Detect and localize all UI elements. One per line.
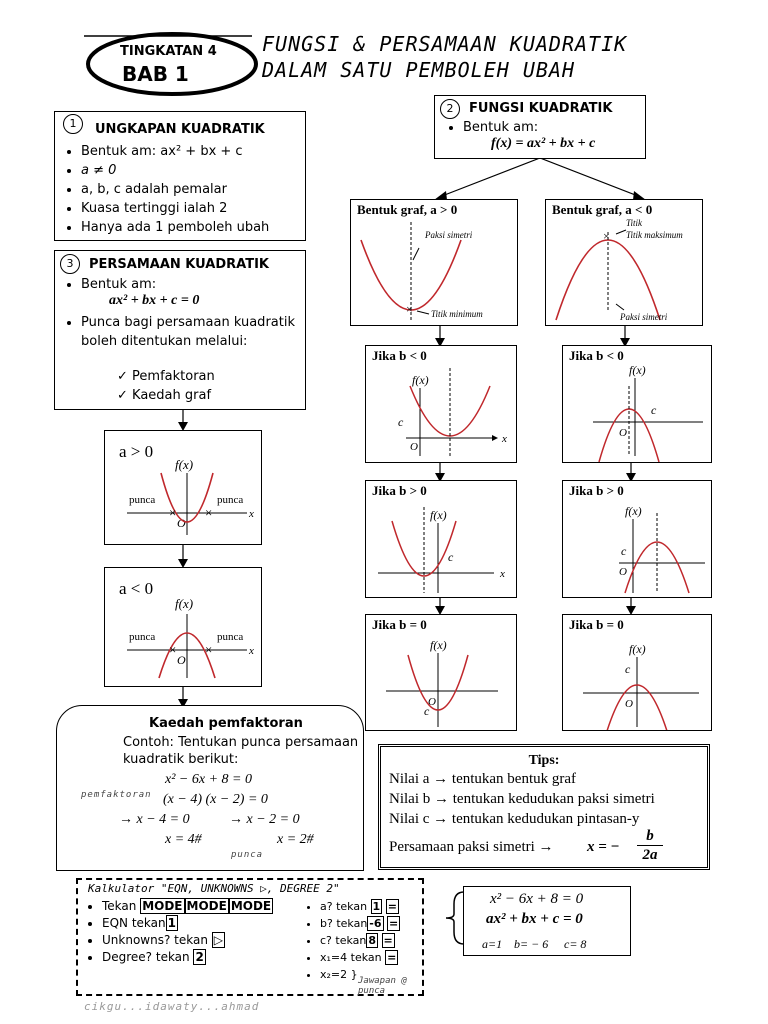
fraction-denominator: 2a	[637, 845, 663, 864]
graph-title: Jika b > 0	[372, 483, 427, 498]
graph-label: a > 0	[119, 442, 154, 461]
axis-label-fx: f(x)	[175, 457, 194, 472]
fraction-numerator: b	[646, 828, 654, 844]
calc-step: • EQN tekan 1	[102, 915, 322, 932]
section-title: FUNGSI KUADRATIK	[469, 101, 613, 116]
graph-title: Jika b < 0	[372, 348, 427, 363]
axis-label-fx: f(x)	[430, 508, 447, 522]
graph-b-negative-a-negative	[562, 345, 712, 463]
axis-label-x: x	[249, 645, 254, 657]
list-item: • Bentuk am: ax² + bx + c	[81, 142, 269, 161]
origin-label: O	[619, 427, 627, 439]
factoring-example: Contoh: Tentukan punca persamaan kuadratik berikut:	[123, 735, 359, 767]
section-title: PERSAMAAN KUADRATIK	[89, 257, 270, 272]
note-root: punca	[231, 850, 264, 860]
graph-label: a < 0	[119, 579, 154, 598]
calc-step: • Tekan MODE MODE MODE	[102, 898, 322, 915]
section-quadratic-expression	[54, 111, 306, 241]
graph-title: Bentuk graf, a > 0	[357, 202, 458, 217]
tips-line: Nilai a → tentukan bentuk graf	[389, 771, 577, 787]
tips-line: Persamaan paksi simetri →	[389, 839, 554, 855]
root-label: punca	[217, 631, 244, 643]
root-label: punca	[217, 494, 244, 506]
list-item: • Punca bagi persamaan kuadratik boleh ditentukan melalui:	[81, 313, 311, 351]
intercept-label: c	[398, 415, 404, 429]
method-factoring: ✓ Pemfaktoran	[117, 369, 215, 384]
axis-sym-label: Paksi simetri	[425, 230, 473, 240]
coefficient-a: a=1	[482, 937, 503, 951]
origin-label: O	[625, 698, 633, 710]
tips-box	[378, 744, 710, 870]
list-item: • Hanya ada 1 pemboleh ubah	[81, 218, 269, 237]
axis-label-fx: f(x)	[412, 373, 429, 387]
calculator-title: Kalkulator "EQN, UNKNOWNS ▷, DEGREE 2"	[88, 882, 340, 895]
list-item: • Bentuk am:	[81, 275, 311, 294]
list-item: • Kuasa tertinggi ialah 2	[81, 199, 269, 218]
max-point-label-1: Titik	[626, 218, 643, 228]
note-factoring: pemfaktoran	[81, 790, 152, 800]
axis-label-x: x	[502, 433, 507, 445]
signature: cikgu...idawaty...ahmad	[84, 1000, 260, 1013]
factoring-eq1: x² − 6x + 8 = 0	[165, 772, 252, 787]
min-point-mark: ×	[406, 302, 413, 316]
origin-label: O	[177, 653, 186, 667]
calc-step: • a? tekan 1 =	[320, 898, 446, 915]
list-item: • a, b, c adalah pemalar	[81, 180, 269, 199]
axis-label-fx: f(x)	[175, 596, 194, 611]
graph-b-positive-a-positive	[365, 480, 517, 598]
calc-step: • b? tekan -6 =	[320, 915, 446, 932]
intercept-label: c	[621, 544, 627, 558]
section-quadratic-equation	[54, 250, 306, 410]
factoring-eq3a: → x − 4 = 0	[119, 812, 190, 827]
factoring-eq2: (x − 4) (x − 2) = 0	[163, 792, 268, 807]
root-mark: ×	[169, 505, 177, 520]
calculator-box	[76, 878, 424, 996]
page-title-line2: DALAM SATU PEMBOLEH UBAH	[262, 58, 575, 82]
tips-line: Nilai c → tentukan kedudukan pintasan-y	[389, 811, 640, 827]
intercept-label: c	[625, 662, 631, 676]
axis-label-fx: f(x)	[430, 638, 447, 652]
graph-roots-a-negative	[104, 567, 262, 687]
axis-label-fx: f(x)	[625, 504, 642, 518]
axis-label-fx: f(x)	[629, 363, 646, 377]
factoring-method-box	[56, 705, 364, 871]
axis-label-fx: f(x)	[629, 642, 646, 656]
form-label: TINGKATAN 4	[120, 44, 217, 59]
calc-step: • c? tekan 8 =	[320, 932, 446, 949]
tips-line: Nilai b → tentukan kedudukan paksi simetri	[389, 791, 655, 807]
intercept-label: c	[651, 403, 657, 417]
axis-label-x: x	[249, 508, 254, 520]
max-point-mark: ×	[603, 229, 610, 243]
origin-label: O	[619, 566, 627, 578]
graph-shape-a-positive	[350, 199, 518, 326]
coefficient-b: b= − 6	[514, 937, 549, 951]
root-label: punca	[129, 631, 156, 643]
coefficients-card	[463, 886, 631, 956]
origin-label: O	[428, 696, 436, 708]
note-answer: Jawapan @ punca	[358, 976, 407, 996]
section-quadratic-function	[434, 95, 646, 159]
calc-step: • Degree? tekan 2	[102, 949, 322, 966]
factoring-eq4b: x = 2#	[277, 832, 314, 847]
branch-arrows	[420, 158, 660, 202]
root-label: punca	[129, 494, 156, 506]
section-number: 1	[63, 114, 83, 134]
section-title: UNGKAPAN KUADRATIK	[95, 122, 265, 137]
origin-label: O	[177, 516, 186, 530]
graph-shape-a-negative	[545, 199, 703, 326]
list-item: • Bentuk am:	[463, 118, 538, 137]
factoring-eq3b: → x − 2 = 0	[229, 812, 300, 827]
function-formula: f(x) = ax² + bx + c	[491, 136, 596, 151]
root-mark: ×	[205, 642, 213, 657]
page-title-line1: FUNGSI & PERSAMAAN KUADRATIK	[262, 32, 628, 56]
graph-title: Jika b = 0	[569, 617, 624, 632]
chapter-label: BAB 1	[122, 62, 189, 86]
calc-step: • x₂=2 }	[320, 966, 446, 983]
calc-step: • x₁=4 tekan =	[320, 949, 446, 966]
origin-label: O	[410, 441, 418, 453]
intercept-label: c	[424, 704, 430, 718]
section-number: 3	[60, 254, 80, 274]
axis-sym-label: Paksi simetri	[620, 312, 668, 322]
arrow-down-icon	[176, 545, 190, 569]
general-equation: ax² + bx + c = 0	[486, 911, 583, 927]
graph-title: Jika b = 0	[372, 617, 427, 632]
min-point-label: Titik minimum	[431, 309, 483, 319]
graph-roots-a-positive	[104, 430, 262, 545]
graph-b-zero-a-positive	[365, 614, 517, 731]
arrow-down-icon	[176, 410, 190, 432]
tips-title: Tips:	[528, 753, 560, 768]
graph-b-negative-a-positive	[365, 345, 517, 463]
axis-formula-fraction	[637, 827, 663, 864]
intercept-label: c	[448, 550, 454, 564]
root-mark: ×	[169, 642, 177, 657]
coefficient-c: c= 8	[564, 937, 587, 951]
list-item: • a ≠ 0	[81, 161, 269, 180]
calc-step: • Unknowns? tekan ▷	[102, 932, 322, 949]
graph-title: Jika b > 0	[569, 483, 624, 498]
axis-label-x: x	[500, 568, 505, 580]
method-graph: ✓ Kaedah graf	[117, 388, 212, 403]
graph-b-zero-a-negative	[562, 614, 712, 731]
graph-b-positive-a-negative	[562, 480, 712, 598]
section-number: 2	[440, 99, 460, 119]
axis-formula-lhs: x = −	[587, 839, 620, 855]
graph-title: Jika b < 0	[569, 348, 624, 363]
graph-title: Bentuk graf, a < 0	[552, 202, 653, 217]
coefficient-equation: x² − 6x + 8 = 0	[490, 891, 584, 907]
max-point-label: Titik maksimum	[626, 230, 683, 240]
factoring-title: Kaedah pemfaktoran	[149, 716, 303, 731]
equation-formula: ax² + bx + c = 0	[109, 293, 200, 308]
root-mark: ×	[205, 505, 213, 520]
factoring-eq4a: x = 4#	[165, 832, 202, 847]
